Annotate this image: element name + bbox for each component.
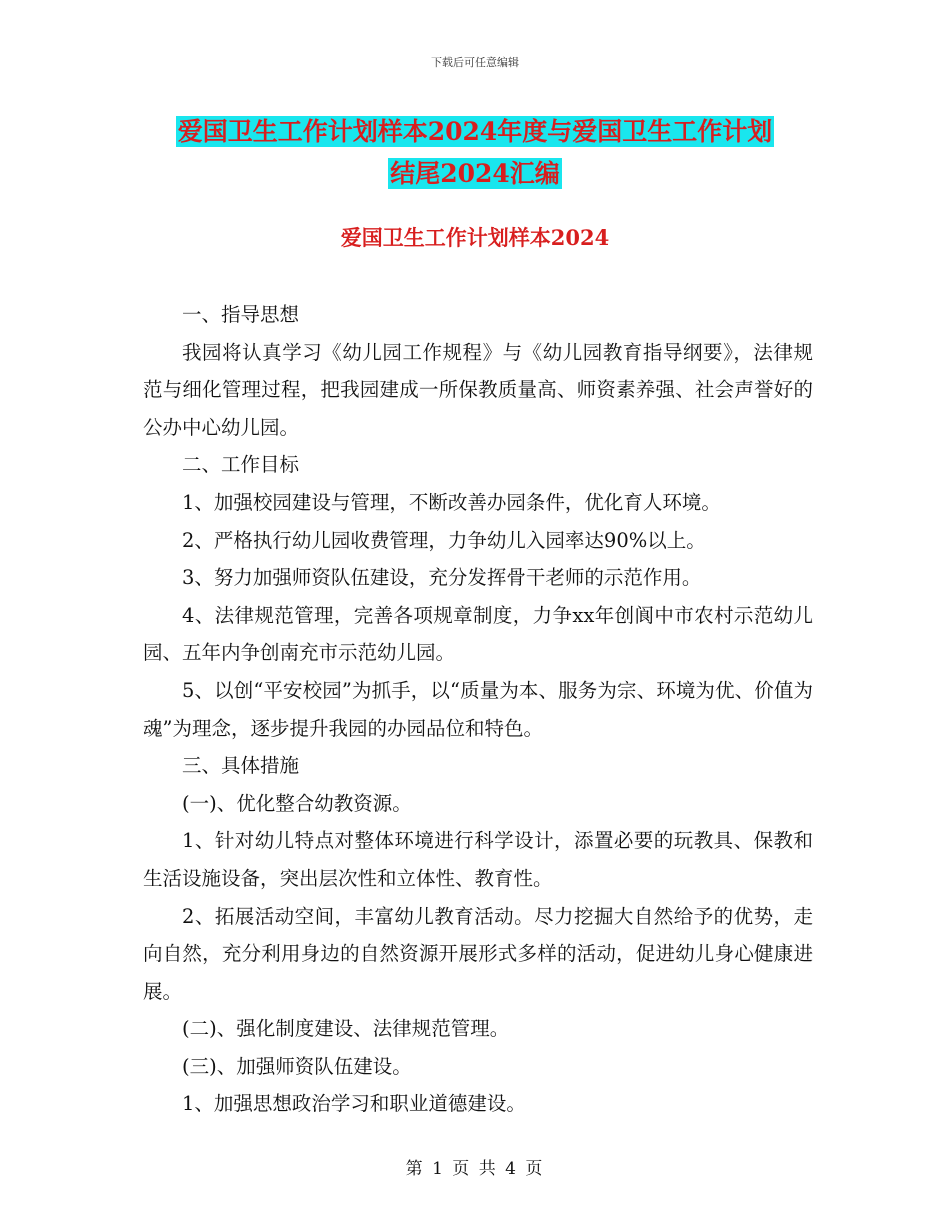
document-title-text-2: 结尾2024汇编 — [390, 159, 560, 188]
section-title: 爱国卫生工作计划样本2024 — [340, 225, 610, 250]
paragraph: 1、加强思想政治学习和职业道德建设。 — [182, 1092, 526, 1116]
paragraph: 5、以创“平安校园”为抓手，以“质量为本、服务为宗、环境为优、价值为魂”为理念，逐步提升我园的办园品位和特色。 — [143, 678, 813, 740]
paragraph: (二)、强化制度建设、法律规范管理。 — [182, 1017, 510, 1041]
paragraph: (一)、优化整合幼教资源。 — [182, 791, 412, 815]
document-title-line-2 — [0, 157, 950, 191]
document-title-text-1: 爱国卫生工作计划样本2024年度与爱国卫生工作计划 — [177, 117, 773, 146]
paragraph: 4、法律规范管理，完善各项规章制度，力争xx年创阆中市农村示范幼儿园、五年内争创南充市示范幼儿园。 — [143, 603, 813, 665]
paragraph: 一、指导思想 — [182, 303, 300, 326]
paragraph: 1、加强校园建设与管理，不断改善办园条件，优化育人环境。 — [182, 490, 721, 514]
paragraph: 我园将认真学习《幼儿园工作规程》与《幼儿园教育指导纲要》，法律规范与细化管理过程，把我园建成一所保教质量高、师资素养强、社会声誉好的公办中心幼儿园。 — [143, 340, 813, 439]
document-body — [143, 296, 813, 1123]
paragraph: 1、针对幼儿特点对整体环境进行科学设计，添置必要的玩教具、保教和生活设施设备，突出层次性和立体性、教育性。 — [143, 829, 813, 890]
header-note: 下载后可任意编辑 — [431, 56, 519, 69]
paragraph: 2、严格执行幼儿园收费管理，力争幼儿入园率达90%以上。 — [182, 528, 706, 552]
page-number: 第 1 页 共 4 页 — [405, 1159, 545, 1179]
paragraph: (三)、加强师资队伍建设。 — [182, 1054, 412, 1078]
paragraph: 二、工作目标 — [182, 453, 300, 477]
document-title-line-1 — [0, 115, 950, 149]
paragraph: 2、拓展活动空间，丰富幼儿教育活动。尽力挖掘大自然给予的优势，走向自然，充分利用身边的自然资源开展形式多样的活动，促进幼儿身心健康进展。 — [143, 904, 813, 1003]
paragraph: 3、努力加强师资队伍建设，充分发挥骨干老师的示范作用。 — [182, 566, 702, 590]
paragraph: 三、具体措施 — [182, 754, 300, 778]
